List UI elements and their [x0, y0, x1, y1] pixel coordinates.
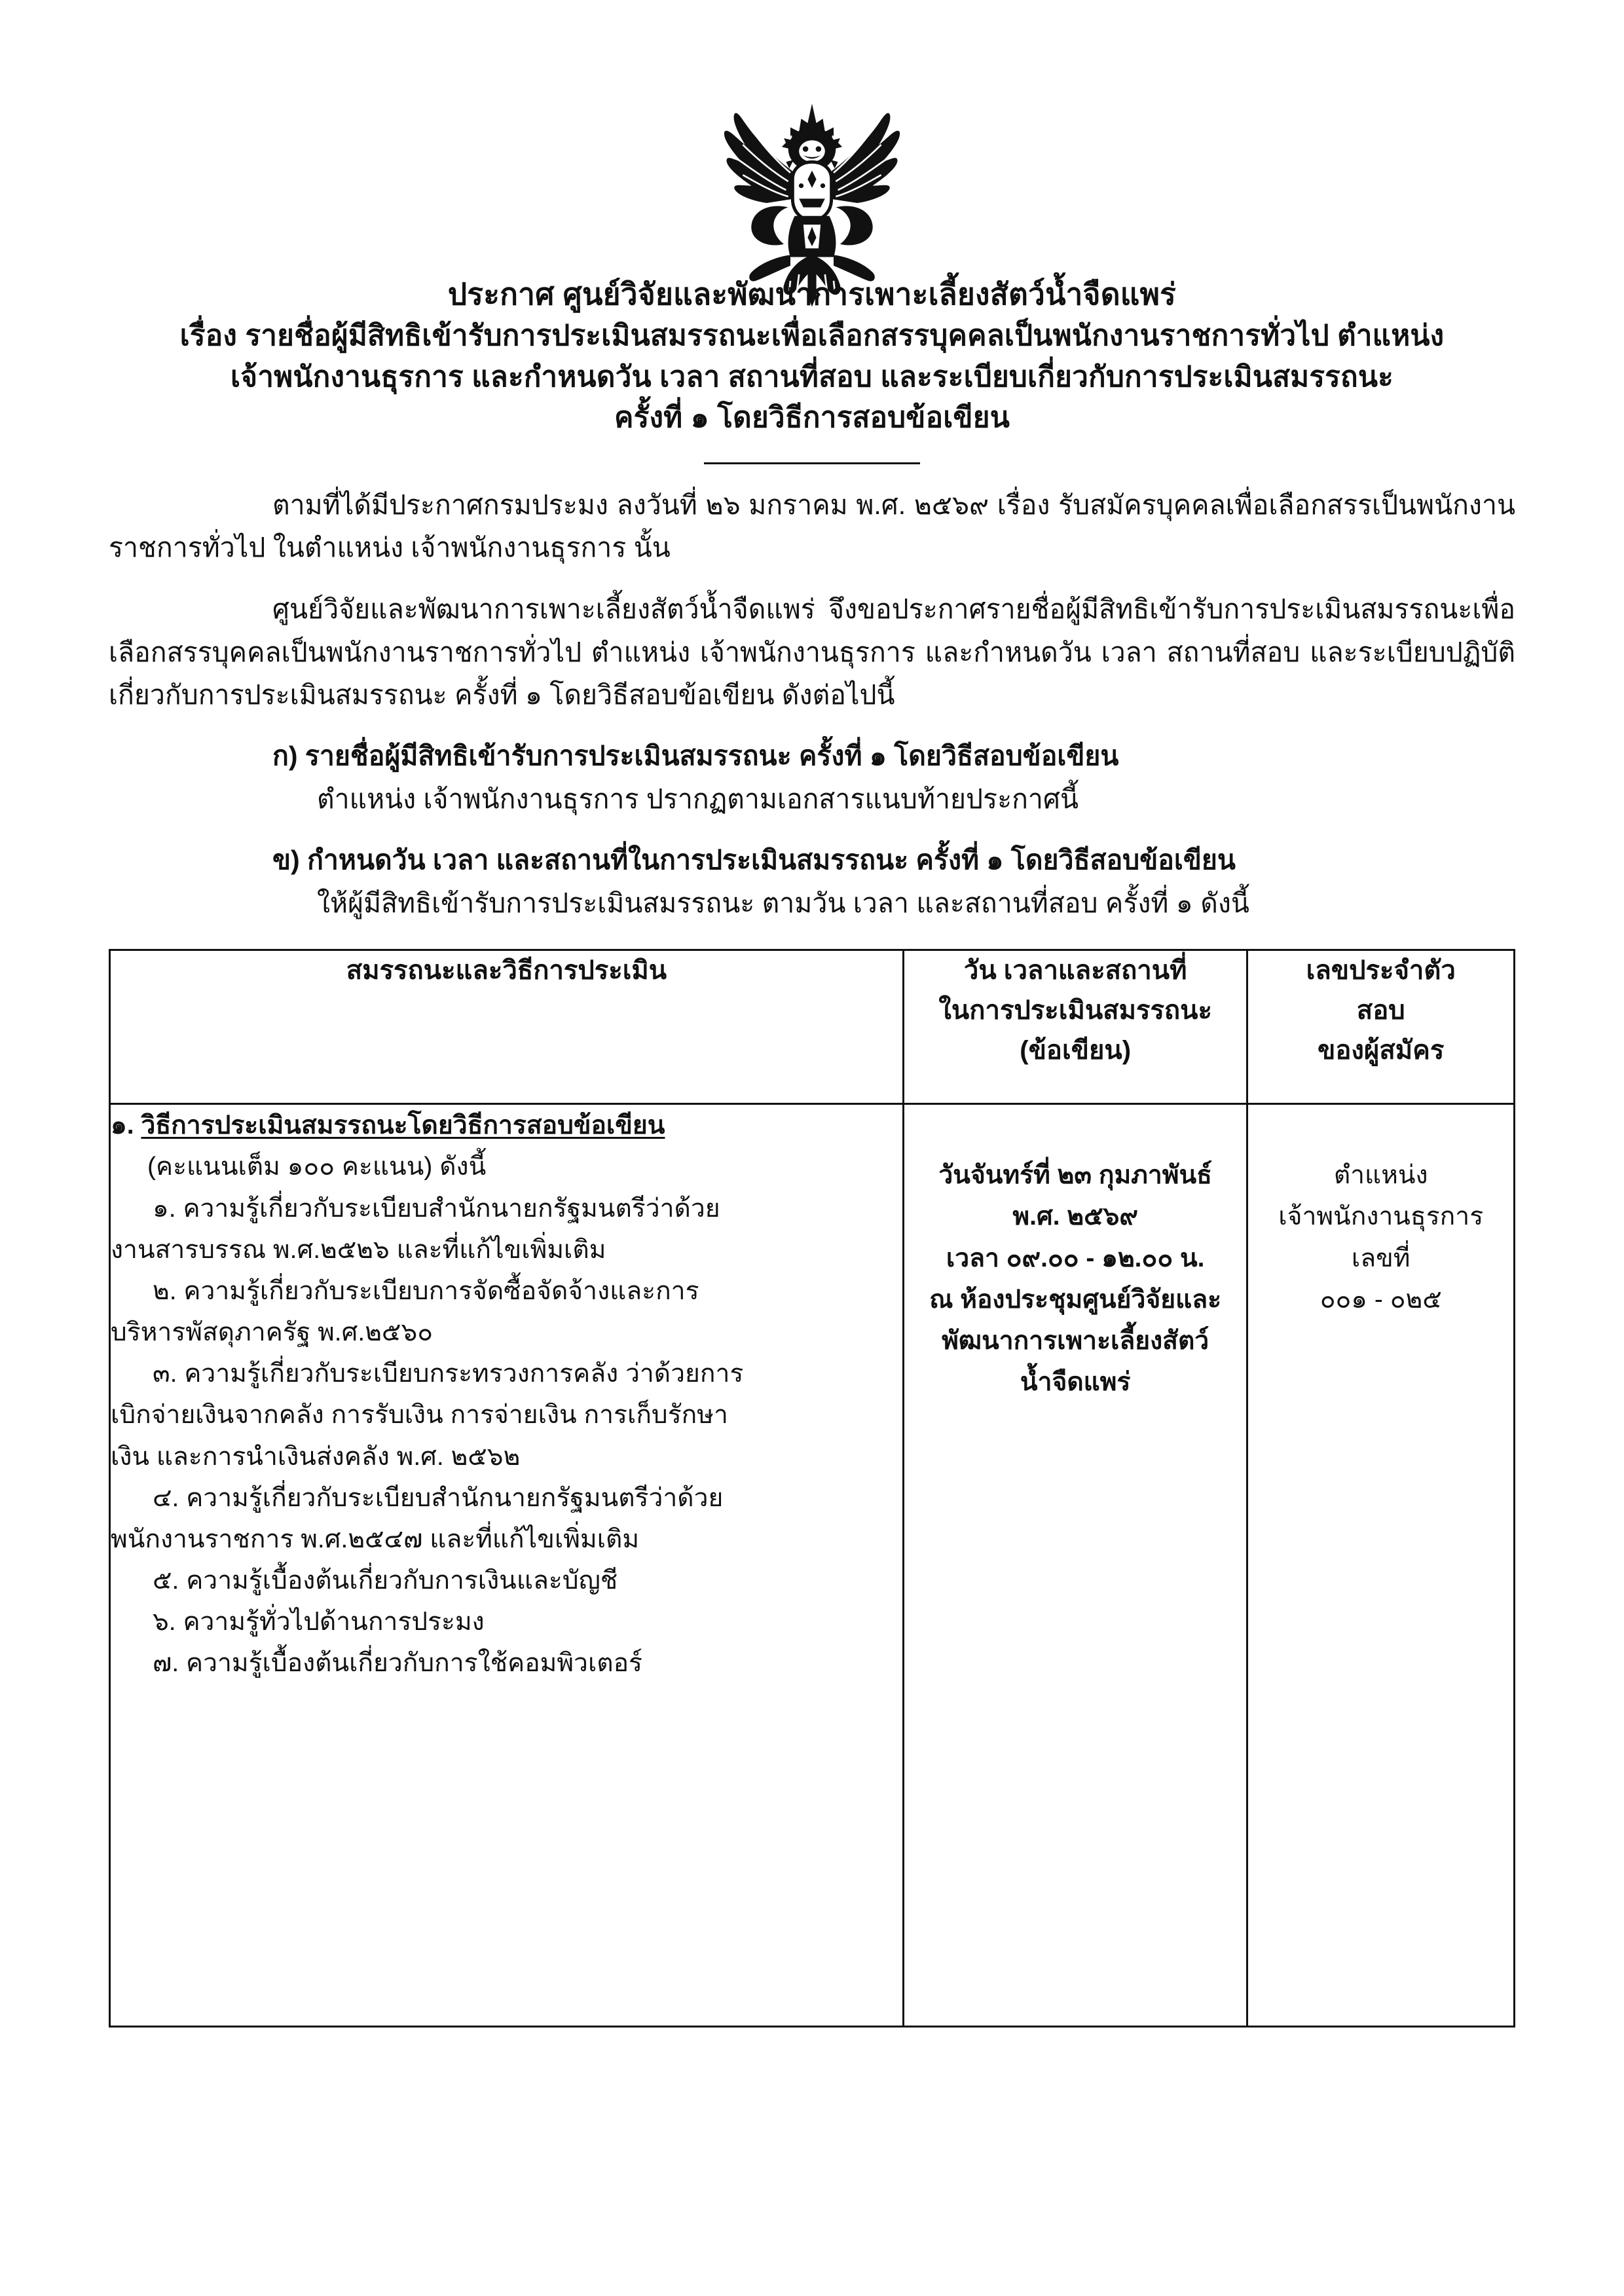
competency-item-5	[111, 1560, 902, 1601]
competency-item-3-line-3: เงิน และการนำเงินส่งคลัง พ.ศ. ๒๕๖๒	[111, 1442, 521, 1471]
competency-item-3-number: ๓.	[153, 1360, 177, 1388]
body-block	[0, 484, 1624, 927]
competency-item-1-line-1: ความรู้เกี่ยวกับระเบียบสำนักนายกรัฐมนตรีว่าด้วย	[183, 1194, 720, 1223]
competency-item-5-line-1: ความรู้เบื้องต้นเกี่ยวกับการเงินและบัญชี	[186, 1566, 618, 1595]
table-header-datetime-line-3: (ข้อเขียน)	[1020, 1035, 1132, 1065]
paragraph-announcement: ศูนย์วิจัยและพัฒนาการเพาะเลี้ยงสัตว์น้ำจืดแพร่ จึงขอประกาศรายชื่อผู้มีสิทธิเข้ารับการประเมินสมรรถนะเพื่อเลือกสรรบุคคลเป็นพนักงานราชการทั่วไป ตำแหน่ง เจ้าพนักงานธุรการ และกำหนดวัน เวลา สถานที่สอบ และระเบียบปฏิบัติเกี่ยวกับการประเมินสมรรถนะ ครั้งที่ ๑ โดยวิธีสอบข้อเขียน ดังต่อไปนี้	[109, 593, 1515, 711]
table-header-datetime-line-2: ในการประเมินสมรรถนะ	[938, 995, 1212, 1025]
emblem-container	[0, 0, 1624, 259]
exam-year-line: พ.ศ. ๒๕๖๙	[1012, 1202, 1138, 1231]
table-row	[110, 1104, 1515, 2027]
competency-item-2-number: ๒.	[153, 1276, 177, 1305]
exam-venue-line-1: ณ ห้องประชุมศูนย์วิจัยและ	[929, 1285, 1222, 1314]
exam-time-line: เวลา ๐๙.๐๐ - ๑๒.๐๐ น.	[946, 1244, 1205, 1272]
competency-score-line: (คะแนนเต็ม ๑๐๐ คะแนน) ดังนี้	[147, 1153, 487, 1181]
competency-item-4	[111, 1477, 902, 1519]
page-title-line-3: เจ้าพนักงานธุรการ และกำหนดวัน เวลา สถานที่สอบ และระเบียบเกี่ยวกับการประเมินสมรรถนะ	[231, 360, 1393, 393]
competency-item-4-line-2: พนักงานราชการ พ.ศ.๒๕๔๗ และที่แก้ไขเพิ่มเติม	[111, 1525, 640, 1553]
page-title-line-1: ประกาศ ศูนย์วิจัยและพัฒนาการเพาะเลี้ยงสัตว์น้ำจืดแพร่	[447, 277, 1177, 311]
competency-heading-text: วิธีการประเมินสมรรถนะโดยวิธีการสอบข้อเขียน	[141, 1111, 665, 1140]
table-header-candidate-line-1: เลขประจำตัว	[1306, 956, 1456, 986]
table-header-datetime-line-1: วัน เวลาและสถานที่	[963, 956, 1187, 986]
page-title-line-4: ครั้งที่ ๑ โดยวิธีการสอบข้อเขียน	[614, 401, 1010, 434]
competency-item-1-line-2: งานสารบรรณ พ.ศ.๒๕๒๖ และที่แก้ไขเพิ่มเติม	[111, 1235, 606, 1264]
competency-item-6-number: ๖.	[153, 1608, 176, 1637]
competency-item-1-number: ๑.	[153, 1194, 176, 1223]
candidate-position-label: ตำแหน่ง	[1333, 1161, 1428, 1190]
competency-item-7-line-1: ความรู้เบื้องต้นเกี่ยวกับการใช้คอมพิวเตอร์	[186, 1649, 642, 1678]
competency-item-3-line-2: เบิกจ่ายเงินจากคลัง การรับเงิน การจ่ายเงิน การเก็บรักษา	[111, 1401, 728, 1430]
cell-candidate-numbers	[1247, 1104, 1515, 2027]
competency-item-7	[111, 1642, 902, 1684]
table-header-candidate-line-3: ของผู้สมัคร	[1318, 1035, 1445, 1065]
competency-item-7-number: ๗.	[153, 1649, 179, 1678]
table-header-candidate-number	[1247, 950, 1515, 1104]
title-divider	[0, 462, 1624, 464]
section-b-subtext: ให้ผู้มีสิทธิเข้ารับการประเมินสมรรถนะ ตามวัน เวลา และสถานที่สอบ ครั้งที่ ๑ ดังนี้	[317, 888, 1249, 919]
competency-heading	[111, 1105, 902, 1146]
exam-date-line: วันจันทร์ที่ ๒๓ กุมภาพันธ์	[938, 1161, 1212, 1190]
title-block	[0, 273, 1624, 439]
candidate-position-name: เจ้าพนักงานธุรการ	[1278, 1202, 1484, 1231]
paragraph-reference: ตามที่ได้มีประกาศกรมประมง ลงวันที่ ๒๖ มกราคม พ.ศ. ๒๕๖๙ เรื่อง รับสมัครบุคคลเพื่อเลือกสรรเป็นพนักงานราชการทั่วไป ในตำแหน่ง เจ้าพนักงานธุรการ นั้น	[109, 489, 1515, 563]
competency-item-2	[111, 1270, 902, 1312]
table-header-candidate-line-2: สอบ	[1356, 995, 1405, 1025]
exam-venue-line-2: พัฒนาการเพาะเลี้ยงสัตว์	[942, 1326, 1209, 1355]
competency-item-5-number: ๕.	[153, 1566, 179, 1595]
section-a	[109, 735, 1515, 823]
competency-item-1	[111, 1188, 902, 1229]
competency-heading-number: ๑.	[111, 1111, 134, 1140]
competency-item-4-number: ๔.	[153, 1483, 179, 1512]
competency-item-2-line-1: ความรู้เกี่ยวกับระเบียบการจัดซื้อจัดจ้างและการ	[183, 1276, 699, 1305]
section-b	[109, 840, 1515, 927]
section-a-heading: ก) รายชื่อผู้มีสิทธิเข้ารับการประเมินสมรรถนะ ครั้งที่ ๑ โดยวิธีสอบข้อเขียน	[272, 740, 1119, 771]
section-a-subtext: ตำแหน่ง เจ้าพนักงานธุรการ ปรากฏตามเอกสารแนบท้ายประกาศนี้	[317, 784, 1079, 815]
competency-item-4-line-1: ความรู้เกี่ยวกับระเบียบสำนักนายกรัฐมนตรีว่าด้วย	[186, 1483, 724, 1512]
cell-competency-list	[110, 1104, 904, 2027]
cell-exam-schedule	[903, 1104, 1247, 2027]
table-header-row	[110, 950, 1515, 1104]
exam-schedule-table-container	[0, 949, 1624, 2028]
competency-item-6-line-1: ความรู้ทั่วไปด้านการประมง	[183, 1608, 485, 1637]
page-title-line-2: เรื่อง รายชื่อผู้มีสิทธิเข้ารับการประเมินสมรรถนะเพื่อเลือกสรรบุคคลเป็นพนักงานราชการทั่วไป ตำแหน่ง	[179, 320, 1445, 352]
exam-venue-line-3: น้ำจืดแพร่	[1020, 1368, 1131, 1397]
table-header-datetime-location	[903, 950, 1247, 1104]
competency-item-2-line-2: บริหารพัสดุภาครัฐ พ.ศ.๒๕๖๐	[111, 1318, 434, 1347]
competency-item-6	[111, 1601, 902, 1642]
competency-item-3-line-1: ความรู้เกี่ยวกับระเบียบกระทรวงการคลัง ว่าด้วยการ	[184, 1360, 744, 1388]
competency-item-3	[111, 1353, 902, 1394]
candidate-number-range: ๐๐๑ - ๐๒๕	[1320, 1285, 1442, 1314]
section-b-heading: ข) กำหนดวัน เวลา และสถานที่ในการประเมินสมรรถนะ ครั้งที่ ๑ โดยวิธีสอบข้อเขียน	[272, 844, 1236, 875]
candidate-number-label: เลขที่	[1351, 1244, 1411, 1272]
exam-schedule-table	[109, 949, 1515, 2028]
table-header-competency: สมรรถนะและวิธีการประเมิน	[110, 950, 904, 1104]
